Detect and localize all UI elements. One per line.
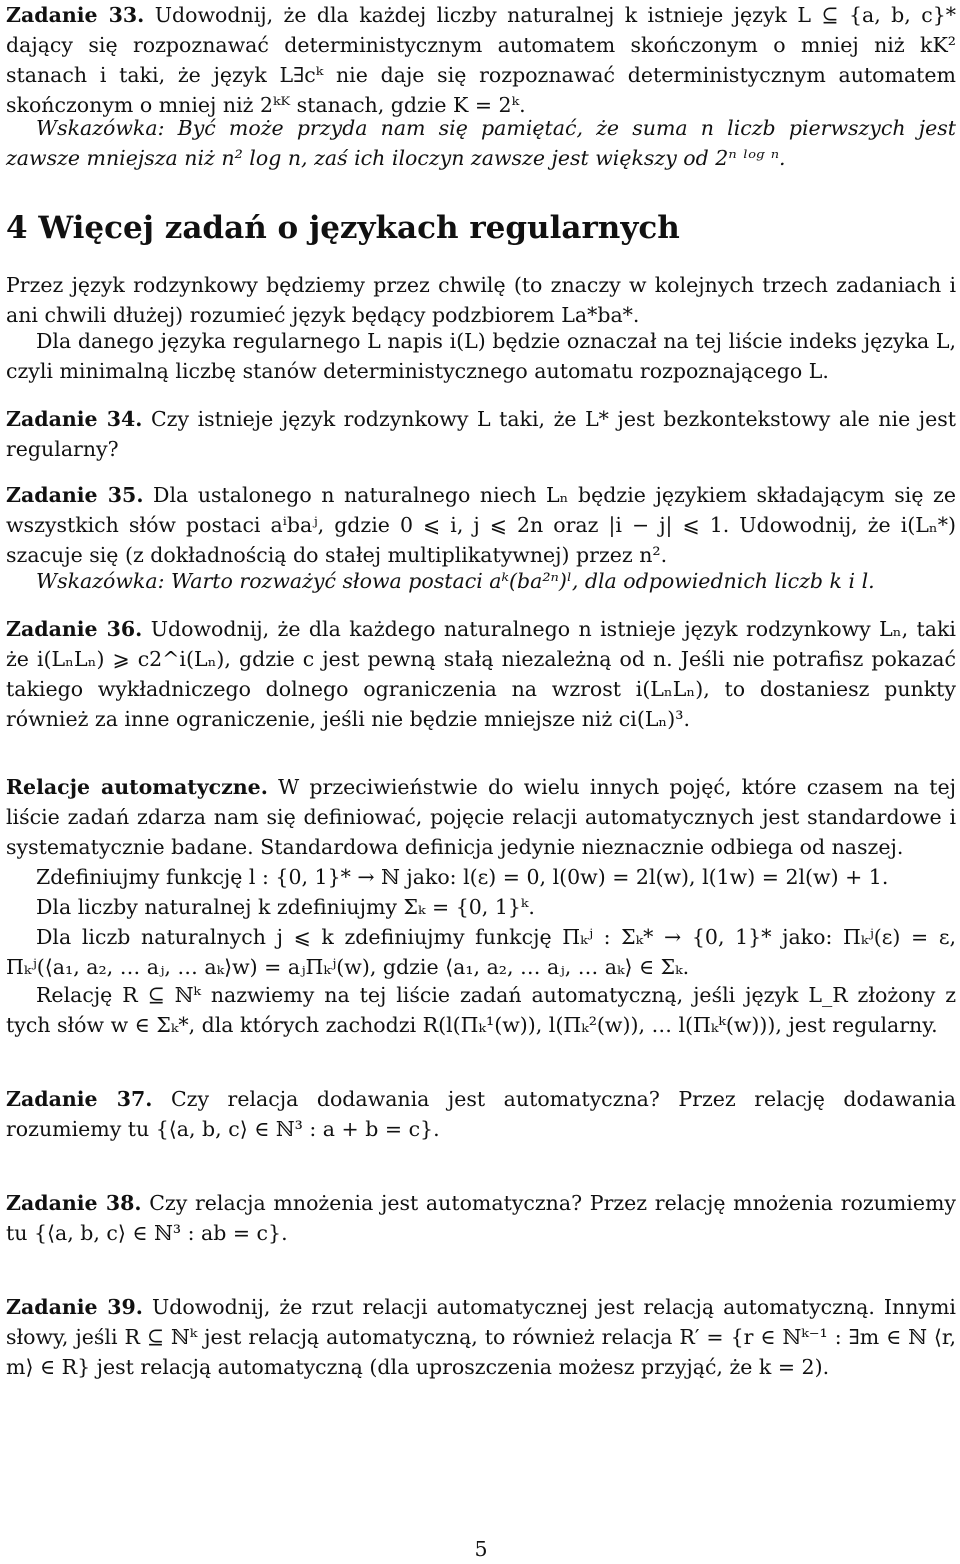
- exercise-33-text: Udowodnij, że dla każdej liczby naturalnej k istnieje język L ⊆ {a, b, c}* dający się rozpoznawać deterministycznym automatem skończonym o mniej niż kK² stanach i taki, że język L∃cᵏ nie daje się rozpoznawać deterministycznym automatem skończonym o mniej niż 2ᵏᴷ stanach, gdzie K = 2ᵏ.: [6, 3, 956, 117]
- exercise-37: [6, 1084, 956, 1144]
- exercise-37-text: Czy relacja dodawania jest automatyczna? Przez relację dodawania rozumiemy tu {⟨a, b, c⟩ ∈ ℕ³ : a + b = c}.: [6, 1087, 956, 1141]
- automatic-relations-p1: W przeciwieństwie do wielu innych pojęć, które czasem na tej liście zadań zdarza nam się definiować, pojęcie relacji automatycznych jest standardowe i systematycznie badane. Standardowa definicja jedynie nieznacznie odbiega od naszej.: [6, 775, 957, 859]
- page-number: 5: [474, 1537, 488, 1561]
- exercise-35-text: Dla ustalonego n naturalnego niech Lₙ będzie językiem składającym się ze wszystkich słów postaci aⁱbaʲ, gdzie 0 ⩽ i, j ⩽ 2n oraz |i − j| ⩽ 1. Udowodnij, że i(Lₙ*) szacuje się (z dokładnością do stałej multiplikatywnej) przez n².: [6, 483, 956, 567]
- exercise-38-label: Zadanie 38.: [6, 1191, 142, 1215]
- section-title: 4 Więcej zadań o językach regularnych: [6, 210, 680, 246]
- exercise-38: [6, 1188, 956, 1248]
- exercise-34: [6, 404, 956, 464]
- exercise-38-text: Czy relacja mnożenia jest automatyczna? Przez relację mnożenia rozumiemy tu {⟨a, b, c⟩ ∈ ℕ³ : ab = c}.: [6, 1191, 956, 1245]
- exercise-36-text: Udowodnij, że dla każdego naturalnego n istnieje język rodzynkowy Lₙ, taki że i(LₙLₙ) ⩾ c2^i(Lₙ), gdzie c jest pewną stałą niezależną od n. Jeśli nie potrafisz pokazać takiego wykładniczego dolnego ograniczenia na wzrost i(LₙLₙ), to dostaniesz punkty również za inne ograniczenie, jeśli nie będzie mniejsze niż ci(Lₙ)³.: [6, 617, 956, 731]
- automatic-relations: [6, 772, 956, 862]
- exercise-33-hint: Wskazówka: Być może przyda nam się pamiętać, że suma n liczb pierwszych jest zawsze mniejsza niż n² log n, zaś ich iloczyn zawsze jest większy od 2ⁿ ˡᵒᵍ ⁿ.: [6, 116, 956, 170]
- section-intro-2: Dla danego języka regularnego L napis i(L) będzie oznaczał na tej liście indeks języka L, czyli minimalną liczbę stanów deterministycznego automatu rozpoznającego L.: [6, 329, 956, 383]
- exercise-39-text: Udowodnij, że rzut relacji automatycznej jest relacją automatyczną. Innymi słowy, jeśli R ⊆ ℕᵏ jest relacją automatyczną, to również relacja R′ = {r ∈ ℕᵏ⁻¹ : ∃m ∈ ℕ ⟨r, m⟩ ∈ R} jest relacją automatyczną (dla uproszczenia możesz przyjąć, że k = 2).: [6, 1295, 956, 1379]
- section-intro-1: Przez język rodzynkowy będziemy przez chwilę (to znaczy w kolejnych trzech zadaniach i ani chwili dłużej) rozumieć język będący podzbiorem La*ba*.: [6, 273, 956, 327]
- exercise-37-label: Zadanie 37.: [6, 1087, 153, 1111]
- exercise-39: [6, 1292, 956, 1382]
- exercise-36-label: Zadanie 36.: [6, 617, 143, 641]
- exercise-35-label: Zadanie 35.: [6, 483, 144, 507]
- pi-function-definition: Dla liczb naturalnych j ⩽ k zdefiniujmy funkcję Πₖʲ : Σₖ* → {0, 1}* jako: Πₖʲ(ε) = ε, Πₖʲ(⟨a₁, a₂, … aⱼ, … aₖ⟩w) = aⱼΠₖʲ(w), gdzie ⟨a₁, a₂, … aⱼ, … aₖ⟩ ∈ Σₖ.: [6, 925, 956, 979]
- exercise-34-text: Czy istnieje język rodzynkowy L taki, że L* jest bezkontekstowy ale nie jest regularny?: [6, 407, 956, 461]
- exercise-36: [6, 614, 956, 734]
- section-heading: [6, 208, 956, 248]
- exercise-34-label: Zadanie 34.: [6, 407, 143, 431]
- exercise-39-label: Zadanie 39.: [6, 1295, 143, 1319]
- exercise-33-label: Zadanie 33.: [6, 3, 145, 27]
- function-l-definition: Zdefiniujmy funkcję l : {0, 1}* → ℕ jako: l(ε) = 0, l(0w) = 2l(w), l(1w) = 2l(w) + 1.: [36, 865, 889, 889]
- sigma-k-definition: Dla liczby naturalnej k zdefiniujmy Σₖ = {0, 1}ᵏ.: [36, 895, 535, 919]
- automatic-relations-label: Relacje automatyczne.: [6, 775, 268, 799]
- exercise-35-hint: Wskazówka: Warto rozważyć słowa postaci aᵏ(ba²ⁿ)ˡ, dla odpowiednich liczb k i l.: [36, 569, 875, 593]
- exercise-33: [6, 0, 956, 120]
- automatic-relation-definition: Relację R ⊆ ℕᵏ nazwiemy na tej liście zadań automatyczną, jeśli język L_R złożony z tych słów w ∈ Σₖ*, dla których zachodzi R(l(Πₖ¹(w)), l(Πₖ²(w)), … l(Πₖᵏ(w))), jest regularny.: [6, 983, 956, 1037]
- exercise-35: [6, 480, 956, 570]
